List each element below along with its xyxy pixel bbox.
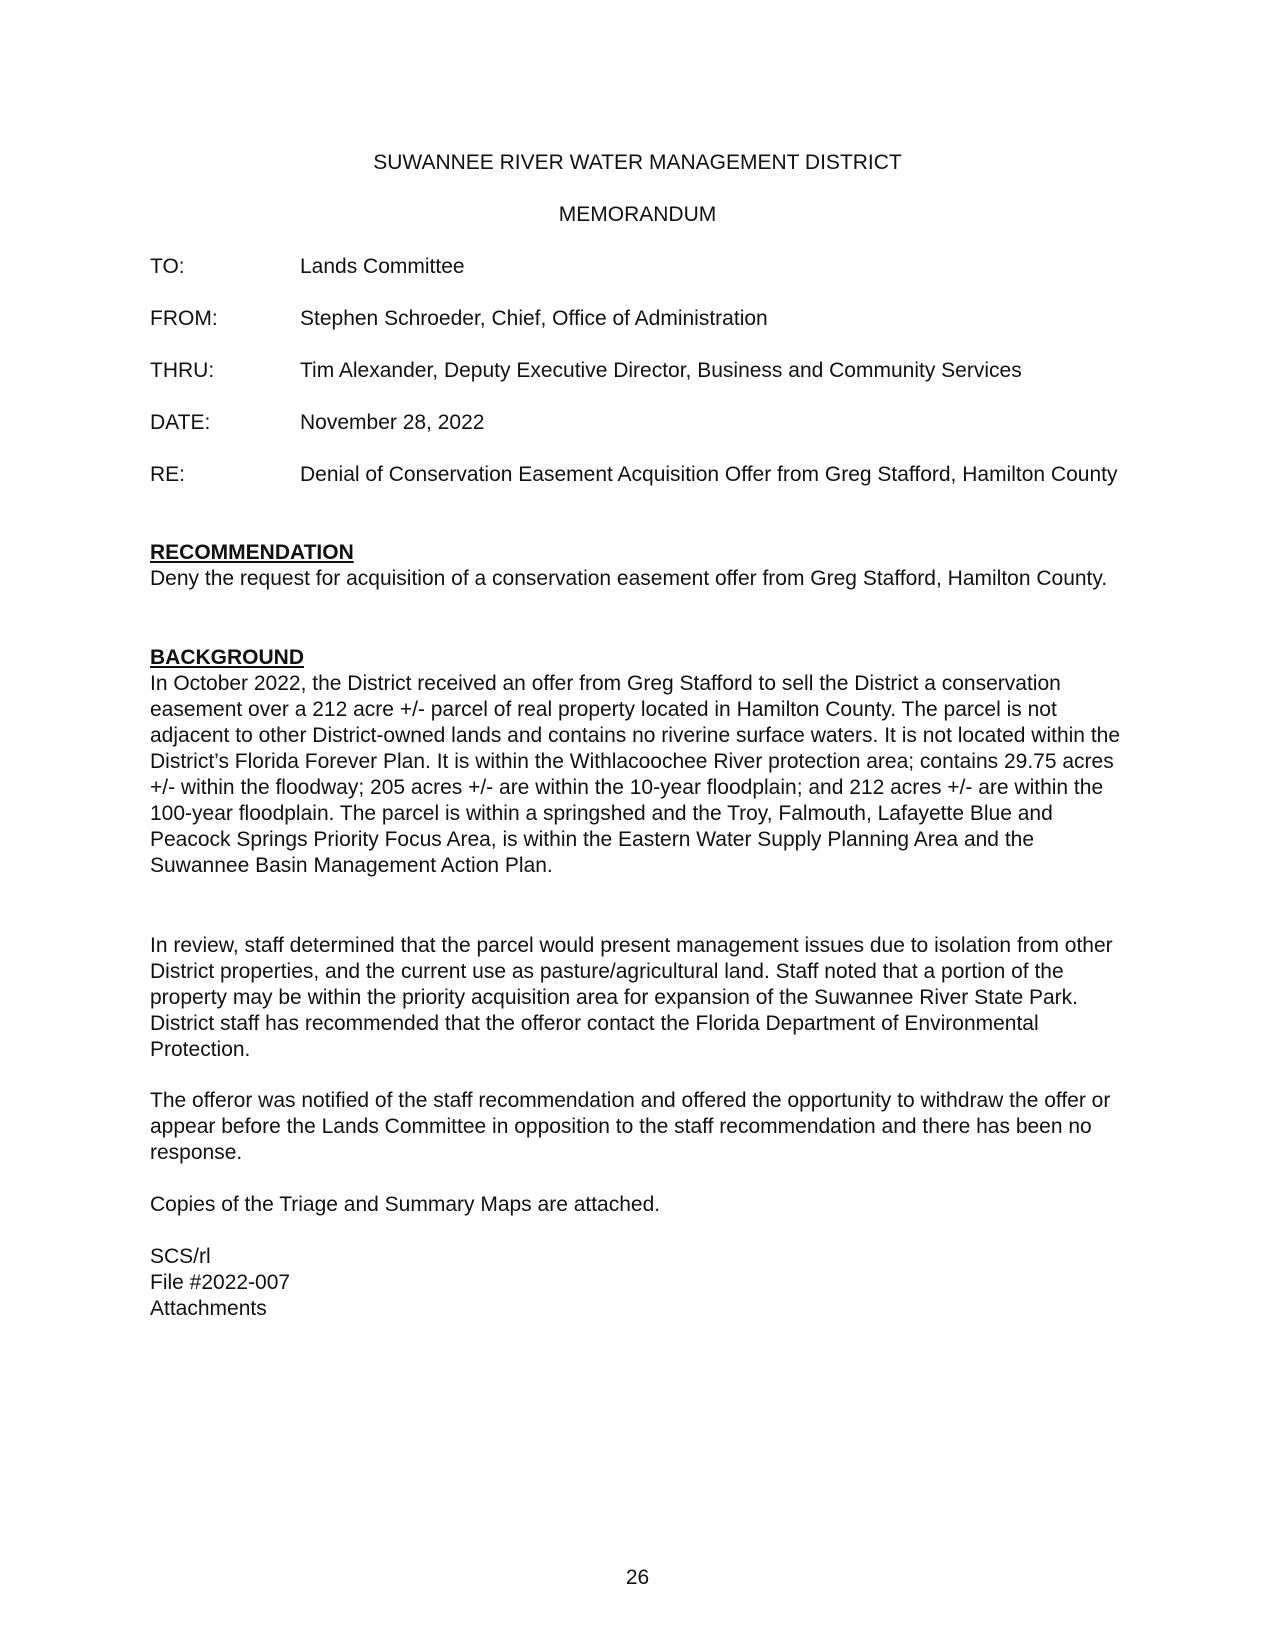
background-paragraph-1: In October 2022, the District received an offer from Greg Stafford to sell the District a conservation easement over a 212 acre +/- parcel of real property located in Hamilton County. The parcel is not adjacent to other District-owned lands and contains no riverine surface waters. It is not located within the District’s Florida Forever Plan. It is within the Withlacoochee River protection area; contains 29.75 acres +/- within the floodway; 205 acres +/- are within the 10-year floodplain; and 212 acres +/- are within the 100-year floodplain. The parcel is within a springshed and the Troy, Falmouth, Lafayette Blue and Peacock Springs Priority Focus Area, is within the Eastern Water Supply Planning Area and the Suwannee Basin Management Action Plan. [150,672,1121,877]
thru-value: Tim Alexander, Deputy Executive Director, Business and Community Services [300,359,1022,382]
re-value: Denial of Conservation Easement Acquisition Offer from Greg Stafford, Hamilton County [300,463,1118,486]
background-heading: BACKGROUND [150,646,304,669]
recommendation-text: Deny the request for acquisition of a conservation easement offer from Greg Stafford, Hamilton County. [150,567,1108,590]
from-value: Stephen Schroeder, Chief, Office of Administration [300,307,768,330]
date-value: November 28, 2022 [300,411,485,434]
attachments-note: Attachments [150,1297,267,1320]
to-label: TO: [150,255,185,278]
recommendation-heading: RECOMMENDATION [150,541,354,564]
background-paragraph-4: Copies of the Triage and Summary Maps are attached. [150,1193,661,1216]
file-number: File #2022-007 [150,1271,291,1294]
document-type: MEMORANDUM [558,203,717,226]
organization-title: SUWANNEE RIVER WATER MANAGEMENT DISTRICT [373,151,902,174]
thru-label: THRU: [150,359,215,382]
date-label: DATE: [150,411,211,434]
from-label: FROM: [150,307,218,330]
to-value: Lands Committee [300,255,465,278]
re-label: RE: [150,463,186,486]
page-number: 26 [625,1566,650,1589]
author-initials: SCS/rl [150,1245,211,1268]
background-paragraph-2: In review, staff determined that the parcel would present management issues due to isolation from other District properties, and the current use as pasture/agricultural land. Staff noted that a portion of the property may be within the priority acquisition area for expansion of the Suwannee River State Park. District staff has recommended that the offeror contact the Florida Department of Environmental Protection. [150,934,1113,1061]
recommendation-section [150,540,1130,592]
background-section [150,645,1130,879]
memo-footer [150,1244,550,1322]
background-paragraph-3: The offeror was notified of the staff recommendation and offered the opportunity to withdraw the offer or appear before the Lands Committee in opposition to the staff recommendation and there has been no response. [150,1089,1111,1164]
